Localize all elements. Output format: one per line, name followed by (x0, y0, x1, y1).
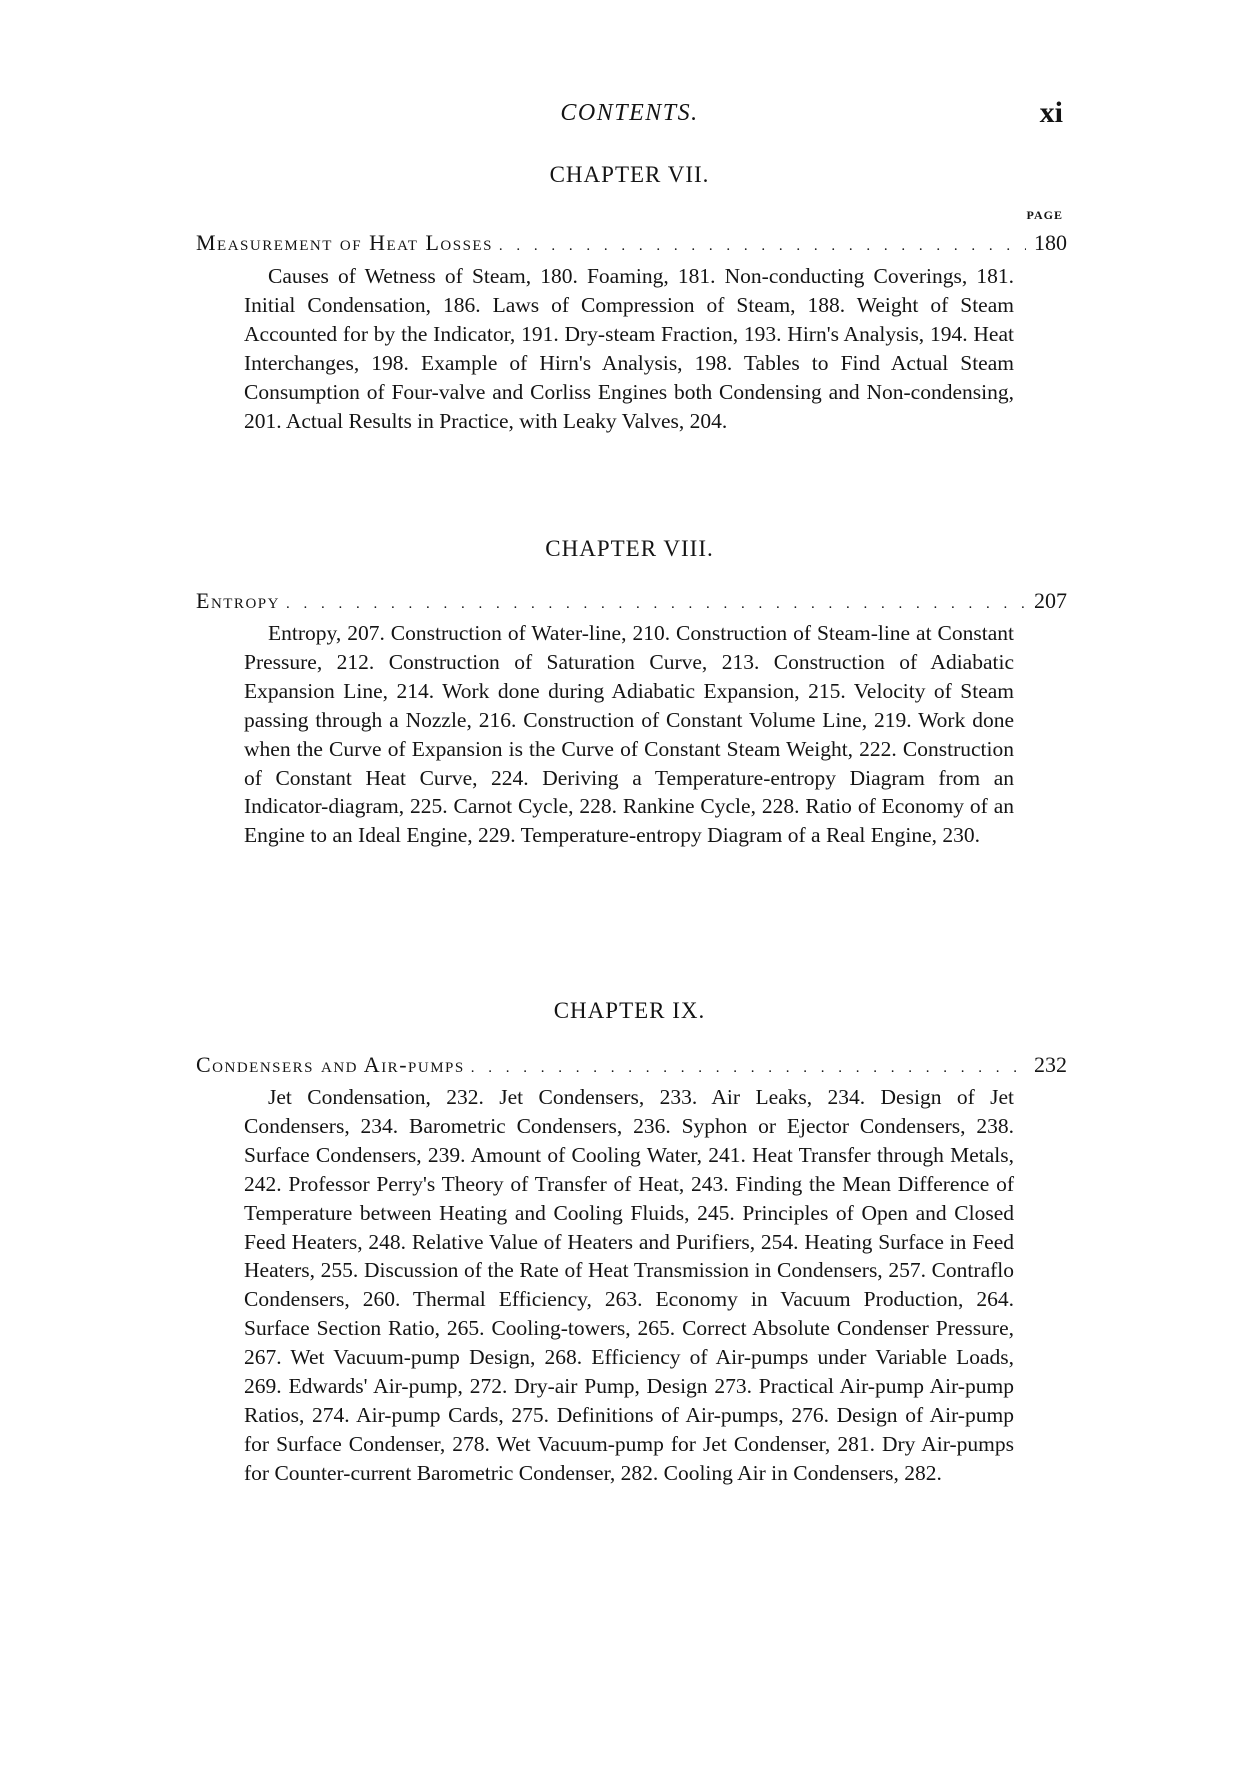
toc-entry (196, 230, 1067, 260)
chapter-summary: Entropy, 207. Construction of Water-line, 210. Construction of Steam-line at Constant Pressure, 212. Construction of Saturation Curve, 213. Construction of Adiabatic Expansion Line, 214. Work done during Adiabatic Expansion, 215. Velocity of Steam passing through a Nozzle, 216. Construction of Constant Volume Line, 219. Work done when the Curve of Expansion is the Curve of Constant Steam Weight, 222. Construction of Constant Heat Curve, 224. Deriving a Temperature-entropy Diagram from an Indicator-diagram, 225. Carnot Cycle, 228. Rankine Cycle, 228. Ratio of Economy of an Engine to an Ideal Engine, 229. Temperature-entropy Diagram of a Real Engine, 230. (244, 621, 1014, 848)
page-folio: xi (1039, 96, 1063, 129)
toc-entry-page: 232 (1034, 1052, 1067, 1077)
dot-leader (471, 1060, 1026, 1077)
chapter-heading: CHAPTER IX. (553, 998, 706, 1023)
toc-entry (196, 1052, 1067, 1082)
dot-leader (286, 596, 1026, 613)
toc-entry-title: Measurement of Heat Losses (196, 230, 493, 255)
dot-leader (499, 238, 1026, 255)
chapter-summary: Causes of Wetness of Steam, 180. Foaming, 181. Non-conducting Coverings, 181. Initial Condensation, 186. Laws of Compression of Steam, 188. Weight of Steam Accounted for by the Indicator, 191. Dry-steam Fraction, 193. Hirn's Analysis, 194. Heat Interchanges, 198. Example of Hirn's Analysis, 198. Tables to Find Actual Steam Consumption of Four-valve and Corliss Engines both Condensing and Non-condensing, 201. Actual Results in Practice, with Leaky Valves, 204. (244, 264, 1014, 433)
chapter-heading: CHAPTER VIII. (545, 536, 714, 561)
page-column-label: PAGE (1026, 208, 1063, 222)
running-title: CONTENTS. (560, 100, 699, 126)
chapter-summary: Jet Condensation, 232. Jet Condensers, 233. Air Leaks, 234. Design of Jet Condensers, 234. Barometric Condensers, 236. Syphon or Ejector Condensers, 238. Surface Condensers, 239. Amount of Cooling Water, 241. Heat Transfer through Metals, 242. Professor Perry's Theory of Transfer of Heat, 243. Finding the Mean Difference of Temperature between Heating and Cooling Fluids, 245. Principles of Open and Closed Feed Heaters, 248. Relative Value of Heaters and Purifiers, 254. Heating Surface in Feed Heaters, 255. Discussion of the Rate of Heat Transmission in Condensers, 257. Contraflo Condensers, 260. Thermal Efficiency, 263. Economy in Vacuum Production, 264. Surface Section Ratio, 265. Cooling-towers, 265. Correct Absolute Condenser Pressure, 267. Wet Vacuum-pump Design, 268. Efficiency of Air-pumps under Variable Loads, 269. Edwards' Air-pump, 272. Dry-air Pump, Design 273. Practical Air-pump Air-pump Ratios, 274. Air-pump Cards, 275. Definitions of Air-pumps, 276. Design of Air-pump for Surface Condenser, 278. Wet Vacuum-pump for Jet Condenser, 281. Dry Air-pumps for Counter-current Barometric Condenser, 282. Cooling Air in Condensers, 282. (244, 1085, 1014, 1485)
toc-entry-page: 180 (1034, 230, 1067, 255)
toc-entry-page: 207 (1034, 588, 1067, 613)
toc-entry-title: Entropy (196, 588, 280, 613)
running-head (0, 96, 1259, 140)
chapter-heading: CHAPTER VII. (549, 162, 710, 187)
toc-entry (196, 588, 1067, 618)
toc-entry-title: Condensers and Air-pumps (196, 1052, 465, 1077)
